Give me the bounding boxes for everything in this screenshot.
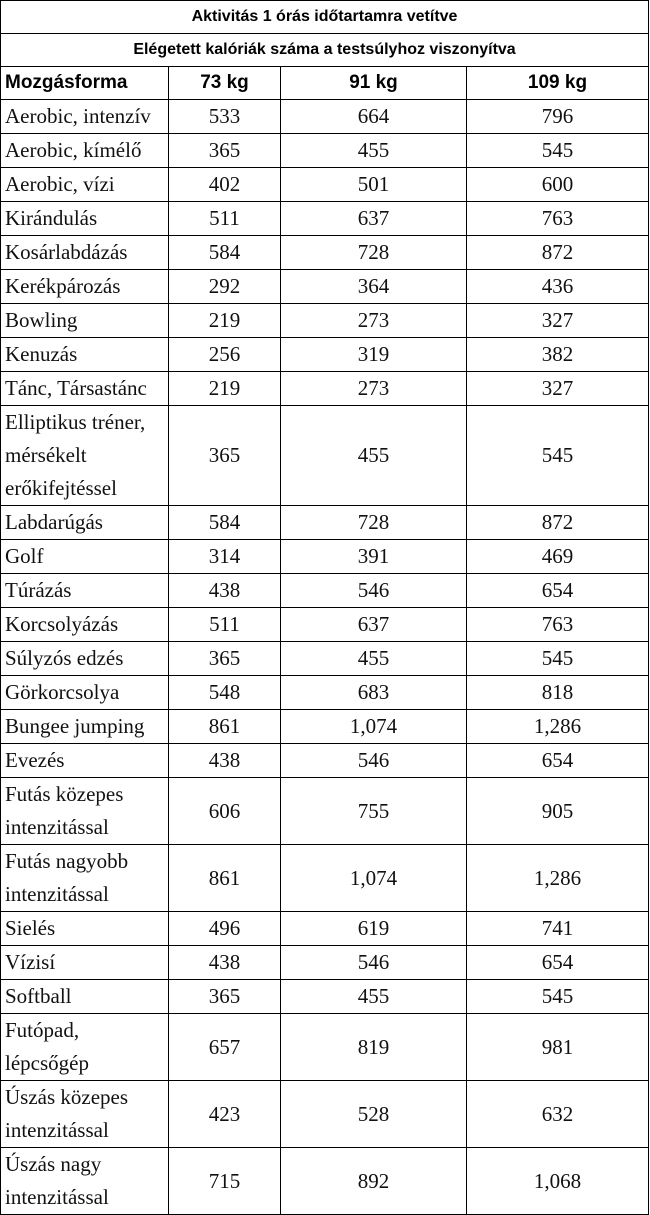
value-91kg-cell: 1,074 [281, 710, 467, 744]
value-91kg-cell: 755 [281, 778, 467, 845]
value-91kg-cell: 546 [281, 946, 467, 980]
table-row [1, 406, 649, 506]
table-row [1, 100, 649, 134]
value-91kg-cell: 819 [281, 1014, 467, 1081]
table-row [1, 506, 649, 540]
activity-cell: Evezés [1, 744, 169, 778]
activity-cell: Úszás közepes intenzitással [1, 1081, 169, 1148]
value-91kg-cell: 1,074 [281, 845, 467, 912]
value-109kg-cell: 905 [467, 778, 649, 845]
value-109kg-cell: 1,286 [467, 710, 649, 744]
value-73kg-cell: 438 [169, 946, 281, 980]
table-row [1, 710, 649, 744]
value-73kg-cell: 438 [169, 744, 281, 778]
value-109kg-cell: 327 [467, 372, 649, 406]
value-73kg-cell: 402 [169, 168, 281, 202]
value-73kg-cell: 511 [169, 608, 281, 642]
value-109kg-cell: 763 [467, 202, 649, 236]
table-row [1, 1081, 649, 1148]
activity-cell: Futás közepes intenzitással [1, 778, 169, 845]
activity-cell: Tánc, Társastánc [1, 372, 169, 406]
activity-cell: Bowling [1, 304, 169, 338]
title-row-1 [1, 1, 649, 34]
value-91kg-cell: 455 [281, 642, 467, 676]
value-73kg-cell: 606 [169, 778, 281, 845]
value-91kg-cell: 455 [281, 980, 467, 1014]
table-row [1, 744, 649, 778]
value-91kg-cell: 637 [281, 608, 467, 642]
value-73kg-cell: 584 [169, 506, 281, 540]
value-73kg-cell: 548 [169, 676, 281, 710]
title-row-2 [1, 34, 649, 67]
table-row [1, 980, 649, 1014]
value-109kg-cell: 763 [467, 608, 649, 642]
activity-cell: Kosárlabdázás [1, 236, 169, 270]
value-73kg-cell: 219 [169, 372, 281, 406]
activity-cell: Golf [1, 540, 169, 574]
table-row [1, 574, 649, 608]
value-109kg-cell: 654 [467, 744, 649, 778]
value-109kg-cell: 632 [467, 1081, 649, 1148]
value-91kg-cell: 728 [281, 236, 467, 270]
value-73kg-cell: 861 [169, 845, 281, 912]
value-91kg-cell: 664 [281, 100, 467, 134]
table-row [1, 676, 649, 710]
activity-cell: Kerékpározás [1, 270, 169, 304]
table-row [1, 134, 649, 168]
value-73kg-cell: 219 [169, 304, 281, 338]
table-row [1, 338, 649, 372]
activity-cell: Súlyzós edzés [1, 642, 169, 676]
header-row [1, 67, 649, 100]
table-row [1, 540, 649, 574]
value-109kg-cell: 382 [467, 338, 649, 372]
value-73kg-cell: 365 [169, 134, 281, 168]
activity-cell: Úszás nagy intenzitással [1, 1148, 169, 1215]
value-73kg-cell: 861 [169, 710, 281, 744]
table-row [1, 778, 649, 845]
value-91kg-cell: 892 [281, 1148, 467, 1215]
activity-cell: Aerobic, vízi [1, 168, 169, 202]
value-109kg-cell: 469 [467, 540, 649, 574]
value-109kg-cell: 741 [467, 912, 649, 946]
value-109kg-cell: 981 [467, 1014, 649, 1081]
activity-cell: Görkorcsolya [1, 676, 169, 710]
value-91kg-cell: 546 [281, 574, 467, 608]
activity-cell: Aerobic, kímélő [1, 134, 169, 168]
table-row [1, 202, 649, 236]
value-91kg-cell: 364 [281, 270, 467, 304]
table-row [1, 912, 649, 946]
table-row [1, 1014, 649, 1081]
table-row [1, 168, 649, 202]
value-91kg-cell: 546 [281, 744, 467, 778]
value-73kg-cell: 365 [169, 406, 281, 506]
value-109kg-cell: 545 [467, 642, 649, 676]
value-91kg-cell: 728 [281, 506, 467, 540]
value-109kg-cell: 872 [467, 506, 649, 540]
activity-cell: Korcsolyázás [1, 608, 169, 642]
value-109kg-cell: 545 [467, 980, 649, 1014]
activity-cell: Túrázás [1, 574, 169, 608]
table-row [1, 372, 649, 406]
value-91kg-cell: 637 [281, 202, 467, 236]
value-91kg-cell: 391 [281, 540, 467, 574]
value-73kg-cell: 423 [169, 1081, 281, 1148]
value-73kg-cell: 256 [169, 338, 281, 372]
value-73kg-cell: 365 [169, 642, 281, 676]
value-109kg-cell: 1,068 [467, 1148, 649, 1215]
activity-cell: Softball [1, 980, 169, 1014]
value-73kg-cell: 314 [169, 540, 281, 574]
activity-cell: Elliptikus tréner, mérsékelt erőkifejtéssel [1, 406, 169, 506]
value-109kg-cell: 1,286 [467, 845, 649, 912]
value-73kg-cell: 533 [169, 100, 281, 134]
value-91kg-cell: 455 [281, 406, 467, 506]
activity-cell: Futópad, lépcsőgép [1, 1014, 169, 1081]
header-91kg: 91 kg [281, 67, 467, 100]
table-row [1, 642, 649, 676]
activity-cell: Kenuzás [1, 338, 169, 372]
value-73kg-cell: 511 [169, 202, 281, 236]
table-subtitle: Elégetett kalóriák száma a testsúlyhoz viszonyítva [1, 34, 649, 67]
value-73kg-cell: 438 [169, 574, 281, 608]
value-109kg-cell: 600 [467, 168, 649, 202]
header-activity: Mozgásforma [1, 67, 169, 100]
value-91kg-cell: 683 [281, 676, 467, 710]
value-109kg-cell: 818 [467, 676, 649, 710]
value-91kg-cell: 319 [281, 338, 467, 372]
value-73kg-cell: 584 [169, 236, 281, 270]
header-109kg: 109 kg [467, 67, 649, 100]
value-73kg-cell: 715 [169, 1148, 281, 1215]
activity-cell: Sielés [1, 912, 169, 946]
value-91kg-cell: 501 [281, 168, 467, 202]
value-109kg-cell: 545 [467, 134, 649, 168]
value-109kg-cell: 654 [467, 574, 649, 608]
value-73kg-cell: 496 [169, 912, 281, 946]
table-row [1, 304, 649, 338]
value-109kg-cell: 872 [467, 236, 649, 270]
activity-cell: Kirándulás [1, 202, 169, 236]
value-109kg-cell: 327 [467, 304, 649, 338]
value-109kg-cell: 796 [467, 100, 649, 134]
value-73kg-cell: 365 [169, 980, 281, 1014]
value-91kg-cell: 619 [281, 912, 467, 946]
activity-cell: Labdarúgás [1, 506, 169, 540]
value-73kg-cell: 292 [169, 270, 281, 304]
table-row [1, 270, 649, 304]
table-row [1, 845, 649, 912]
value-91kg-cell: 455 [281, 134, 467, 168]
table-row [1, 608, 649, 642]
value-109kg-cell: 545 [467, 406, 649, 506]
table-row [1, 236, 649, 270]
value-109kg-cell: 436 [467, 270, 649, 304]
table-row [1, 1148, 649, 1215]
activity-cell: Bungee jumping [1, 710, 169, 744]
activity-cell: Futás nagyobb intenzitással [1, 845, 169, 912]
activity-cell: Aerobic, intenzív [1, 100, 169, 134]
value-73kg-cell: 657 [169, 1014, 281, 1081]
activity-cell: Vízisí [1, 946, 169, 980]
header-73kg: 73 kg [169, 67, 281, 100]
value-91kg-cell: 273 [281, 304, 467, 338]
value-91kg-cell: 528 [281, 1081, 467, 1148]
table-title: Aktivitás 1 órás időtartamra vetítve [1, 1, 649, 34]
table-row [1, 946, 649, 980]
value-91kg-cell: 273 [281, 372, 467, 406]
value-109kg-cell: 654 [467, 946, 649, 980]
